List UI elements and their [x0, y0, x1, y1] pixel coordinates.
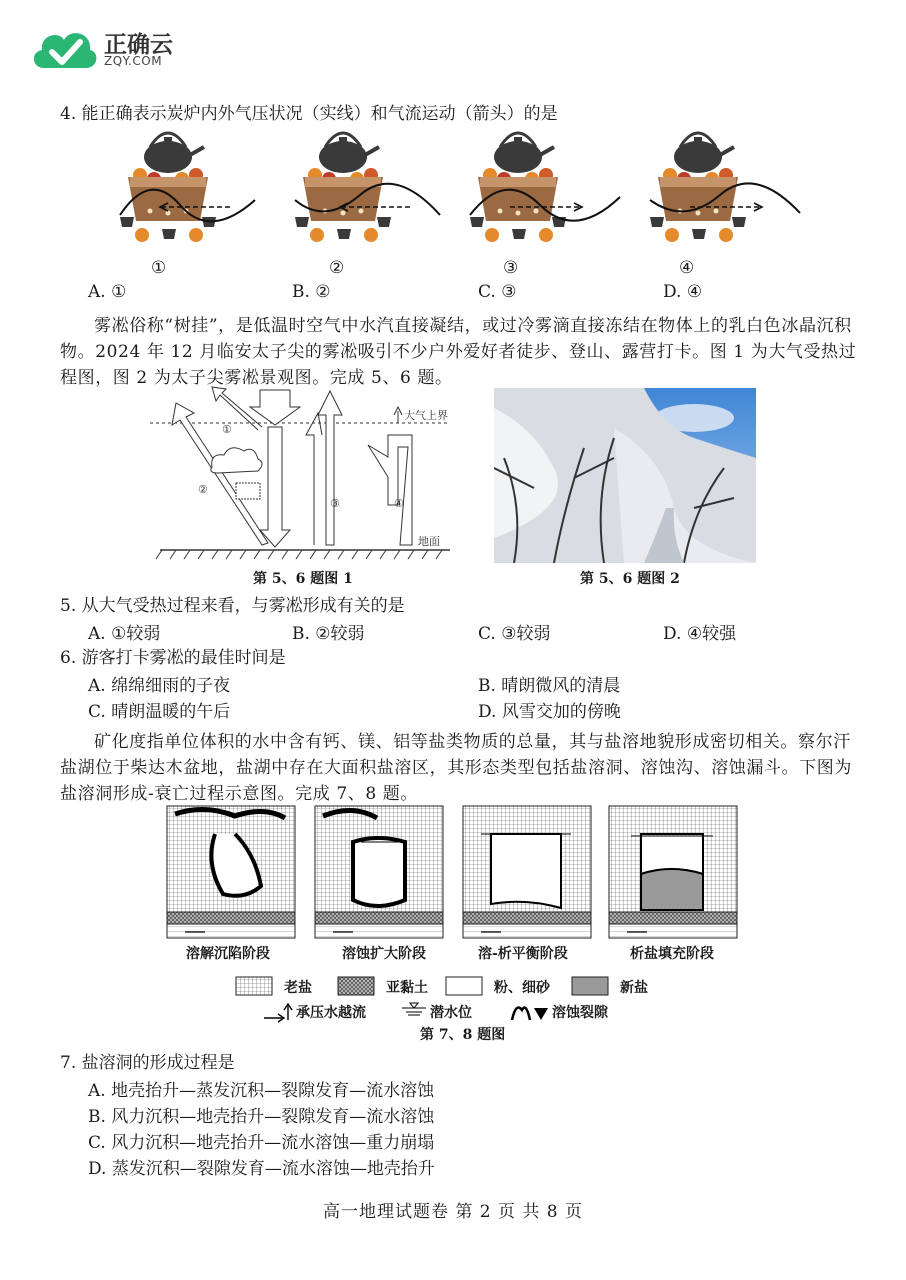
q4-option-b[interactable]: B. ②	[292, 282, 331, 302]
rime-landscape-photo	[494, 388, 756, 563]
fig-label-1: ①	[151, 258, 167, 278]
q6-option-b[interactable]: B. 晴朗微风的清晨	[478, 676, 621, 696]
q5-option-d[interactable]: D. ④较强	[663, 624, 737, 644]
q4-option-a[interactable]: A. ①	[88, 282, 127, 302]
fig-label-2: ②	[329, 258, 345, 278]
top-label: 大气上界	[404, 409, 448, 422]
intro-q5-6: 雾凇俗称“树挂”，是低温时空气中水汽直接凝结，或过冷雾滴直接冻结在物体上的乳白色冰晶沉积物。2024 年 12 月临安太子尖的雾凇吸引不少户外爱好者徒步、登山、露营打卡。图 1 为大气受热过程图，图 2 为太子尖雾凇景观图。完成 5、6 题。	[60, 316, 857, 388]
stage-2-label: 溶蚀扩大阶段	[342, 946, 426, 962]
q7-option-a[interactable]: A. 地壳抬升—蒸发沉积—裂隙发育—流水溶蚀	[88, 1081, 435, 1101]
fig1-caption: 第 5、6 题图 1	[253, 571, 353, 587]
intro-q7-8: 矿化度指单位体积的水中含有钙、镁、铝等盐类物质的总量，其与盐溶地貌形成密切相关。察尔汗盐湖位于柴达木盆地，盐湖中存在大面积盐溶区，其形态类型包括盐溶洞、溶蚀沟、溶蚀漏斗。下图为盐溶洞形成-衰亡过程示意图。完成 7、8 题。	[60, 732, 852, 804]
legend-water-table: 潜水位	[430, 1005, 472, 1021]
logo-icon	[30, 22, 100, 74]
legend-sand: 粉、细砂	[494, 980, 550, 996]
q6-option-c[interactable]: C. 晴朗温暖的午后	[88, 702, 231, 722]
q5-option-a[interactable]: A. ①较弱	[88, 624, 161, 644]
q4-option-c[interactable]: C. ③	[478, 282, 517, 302]
q5-stem: 5. 从大气受热过程来看，与雾凇形成有关的是	[60, 596, 405, 616]
stage-3-label: 溶-析平衡阶段	[478, 946, 568, 962]
mark-2: ②	[198, 483, 208, 496]
q6-stem: 6. 游客打卡雾凇的最佳时间是	[60, 648, 286, 668]
logo-name: 正确云	[104, 32, 173, 58]
mark-1: ①	[222, 423, 232, 436]
fig2-caption: 第 5、6 题图 2	[580, 571, 680, 587]
q4-figures	[110, 125, 830, 255]
q5-option-b[interactable]: B. ②较弱	[292, 624, 365, 644]
stage-1-label: 溶解沉陷阶段	[186, 946, 270, 962]
stage-4-label: 析盐填充阶段	[630, 946, 714, 962]
q6-option-a[interactable]: A. 绵绵细雨的子夜	[88, 676, 231, 696]
legend-clay: 亚黏土	[386, 980, 428, 996]
q7-option-c[interactable]: C. 风力沉积—地壳抬升—流水溶蚀—重力崩塌	[88, 1133, 435, 1153]
legend-new-salt: 新盐	[620, 980, 648, 996]
logo-url: ZQY.COM	[104, 54, 163, 68]
q7-stem: 7. 盐溶洞的形成过程是	[60, 1053, 235, 1073]
atmosphere-heating-diagram	[150, 385, 460, 565]
legend-dissolution-crack: 溶蚀裂隙	[552, 1005, 608, 1021]
mark-4: ④	[394, 497, 404, 510]
mark-3: ③	[330, 497, 340, 510]
q4-stem: 4. 能正确表示炭炉内外气压状况（实线）和气流运动（箭头）的是	[60, 104, 558, 124]
fig-label-4: ④	[679, 258, 695, 278]
legend-confined-water: 承压水越流	[296, 1005, 366, 1021]
ground-label: 地面	[418, 535, 440, 548]
stove-diagrams	[110, 125, 830, 255]
fig3-caption: 第 7、8 题图	[420, 1027, 506, 1043]
q5-option-c[interactable]: C. ③较弱	[478, 624, 551, 644]
q4-option-d[interactable]: D. ④	[663, 282, 703, 302]
page-footer: 高一地理试题卷 第 2 页 共 8 页	[322, 1202, 584, 1222]
salt-cave-diagram	[165, 804, 745, 959]
legend-old-salt: 老盐	[284, 980, 312, 996]
fig-label-3: ③	[503, 258, 519, 278]
q7-option-b[interactable]: B. 风力沉积—地壳抬升—裂隙发育—流水溶蚀	[88, 1107, 435, 1127]
q6-option-d[interactable]: D. 风雪交加的傍晚	[478, 702, 621, 722]
q7-option-d[interactable]: D. 蒸发沉积—裂隙发育—流水溶蚀—地壳抬升	[88, 1159, 435, 1179]
